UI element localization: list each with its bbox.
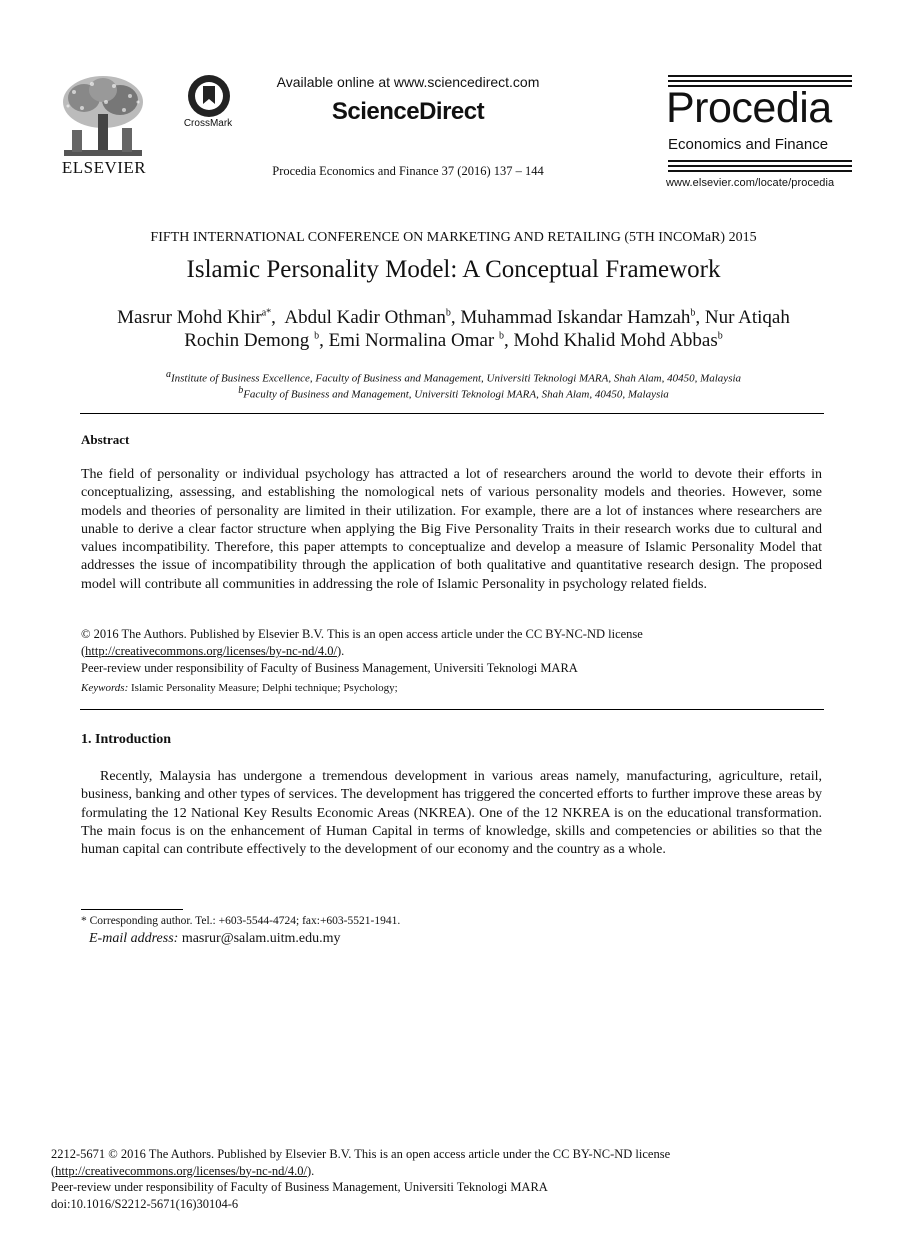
bottom-link-close: ). xyxy=(306,1163,315,1178)
procedia-url-link[interactable]: www.elsevier.com/locate/procedia xyxy=(666,177,835,189)
available-online-text[interactable]: Available online at www.sciencedirect.com xyxy=(276,74,540,90)
license-link-open: ( xyxy=(81,644,86,658)
author-name: Mohd Khalid Mohd Abbas xyxy=(513,330,718,351)
introduction-heading: 1. Introduction xyxy=(81,732,171,747)
affil-text: Institute of Business Excellence, Faculty of Business and Management, Universiti Teknologi MARA, Shah Alam, 40450, Malaysia xyxy=(170,372,742,385)
bottom-peer-review: Peer-review under responsibility of Faculty of Business Management, Universiti Teknologi MARA xyxy=(51,1180,548,1194)
author-affil-mark: a* xyxy=(261,307,272,319)
sciencedirect-brand: ScienceDirect xyxy=(331,98,485,125)
publisher-name: ELSEVIER xyxy=(61,158,147,177)
divider xyxy=(80,709,824,710)
author-name: Rochin Demong xyxy=(184,330,310,351)
author-affil-mark: b xyxy=(445,307,451,319)
divider xyxy=(80,413,824,414)
journal-reference: Procedia Economics and Finance 37 (2016) 137 – 144 xyxy=(272,164,544,178)
author-affil-mark: b xyxy=(314,330,320,342)
affiliation-b xyxy=(0,385,907,401)
conference-name: FIFTH INTERNATIONAL CONFERENCE ON MARKETING AND RETAILING (5TH INCOMaR) 2015 xyxy=(150,230,757,245)
author-affil-mark: b xyxy=(717,330,723,342)
author-name: Masrur Mohd Khir xyxy=(117,307,262,328)
email-address[interactable]: masrur@salam.uitm.edu.my xyxy=(181,931,341,946)
affil-text: Faculty of Business and Management, Universiti Teknologi MARA, Shah Alam, 40450, Malaysia xyxy=(243,388,669,401)
email-line xyxy=(89,931,341,947)
author-name: Emi Normalina Omar xyxy=(328,330,495,351)
abstract-text: The field of personality or individual psychology has attracted a lot of researchers around the world to devote their efforts in conceptualizing, assessing, and establishing the nomological nets of various personality models and theories. However, some models and theories of personality are limited in their utilization. For example, there are a lot of instances where researchers are unable to derive a clear factor structure when applying the Big Five Personality Traits in their research works due to cultural and values incompatibility. Therefore, this paper attempts to conceptualize and develop a measure of Islamic Personality Model that addresses the issue of incompatibility through the application of both qualitative and quantitative research design. The proposed model will contribute all communities in addressing the role of Islamic Personality in psychology related fields. xyxy=(81,467,822,592)
procedia-subtitle: Economics and Finance xyxy=(668,136,829,153)
keywords-text: Islamic Personality Measure; Delphi technique; Psychology; xyxy=(131,682,398,694)
bottom-link-open: ( xyxy=(51,1163,56,1178)
bottom-license-link[interactable]: http://creativecommons.org/licenses/by-nc-nd/4.0/ xyxy=(55,1163,307,1178)
doi[interactable]: doi:10.1016/S2212-5671(16)30104-6 xyxy=(51,1196,239,1211)
keywords-label: Keywords: xyxy=(81,682,129,694)
license-link-close: ). xyxy=(336,644,345,658)
author-affil-mark: b xyxy=(690,307,696,319)
copyright-line: © 2016 The Authors. Published by Elsevier B.V. This is an open access article under the CC BY-NC-ND license xyxy=(81,627,643,641)
author-name: Abdul Kadir Othman xyxy=(284,307,446,328)
procedia-rule-bottom xyxy=(668,160,852,174)
copyright-notice xyxy=(81,626,822,677)
issn-copyright: 2212-5671 © 2016 The Authors. Published by Elsevier B.V. This is an open access article under the CC BY-NC-ND license xyxy=(51,1147,671,1161)
abstract-heading: Abstract xyxy=(81,432,130,447)
corresponding-author: * Corresponding author. Tel.: +603-5544-4724; fax:+603-5521-1941. xyxy=(81,915,401,927)
crossmark-label: CrossMark xyxy=(183,118,233,129)
paper-title: Islamic Personality Model: A Conceptual Framework xyxy=(186,256,721,283)
introduction-text: Recently, Malaysia has undergone a tremendous development in various areas namely, manufacturing, agriculture, retail, business, banking and other types of services. The development has triggered the concerted efforts to further improve these areas by formulating the 12 National Key Results Economic Areas (NKREA). One of the 12 NKREA is on the educational transformation. The main focus is on the enhancement of Human Capital in terms of knowledge, skills and competencies or abilities so that the human capital can contribute effectively to the development of our economy and the country as a whole. xyxy=(81,769,822,858)
author-name: Muhammad Iskandar Hamzah xyxy=(460,307,691,328)
email-label: E-mail address: xyxy=(89,931,179,946)
license-link[interactable]: http://creativecommons.org/licenses/by-nc-nd/4.0/ xyxy=(85,644,337,658)
peer-review-line: Peer-review under responsibility of Faculty of Business Management, Universiti Teknologi MARA xyxy=(81,661,578,675)
footnote-rule xyxy=(81,909,183,910)
author-line-1: Masrur Mohd Khir$^{a*}$, Abdul Kadir Othman$^b$, Muhammad Iskandar Hamzah$^b$, Nur Atiqah xyxy=(117,307,790,328)
keywords xyxy=(81,682,398,694)
affiliation-a xyxy=(0,369,907,385)
procedia-brand: Procedia xyxy=(666,84,832,132)
author-name: Nur Atiqah xyxy=(704,307,790,328)
author-line-2: Rochin Demong $^b$, Emi Normalina Omar $^b$, Mohd Khalid Mohd Abbas$^b$ xyxy=(184,330,723,351)
bottom-license-block xyxy=(51,1146,851,1212)
author-affil-mark: b xyxy=(499,330,504,342)
affil-mark: a xyxy=(165,369,171,380)
affil-mark: b xyxy=(238,385,244,396)
